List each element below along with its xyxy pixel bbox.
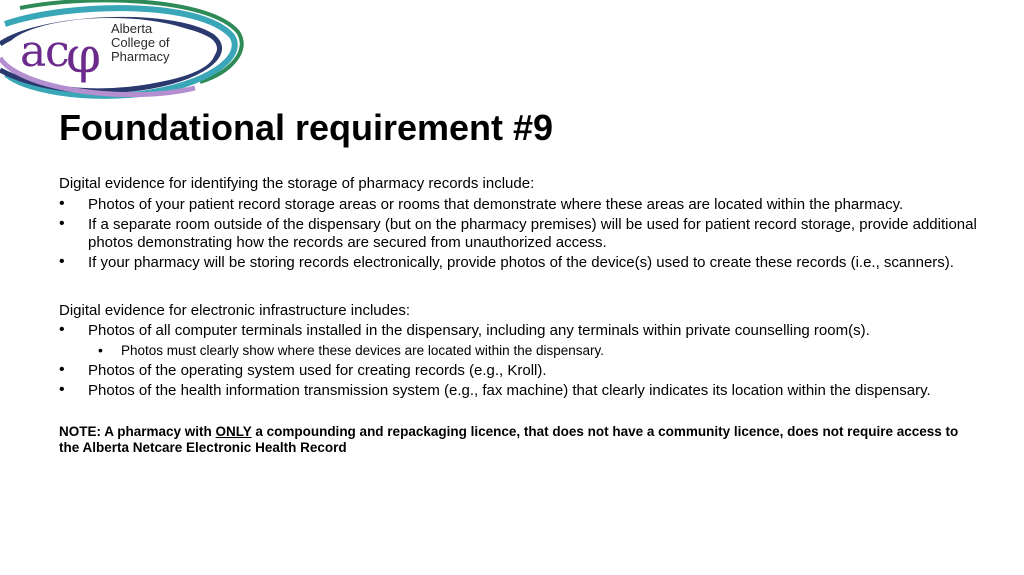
slide-title: Foundational requirement #9 bbox=[59, 107, 554, 148]
note-emphasis: ONLY bbox=[215, 423, 252, 439]
logo-wordmark bbox=[111, 22, 170, 64]
section1-intro: Digital evidence for identifying the storage of pharmacy records include: bbox=[59, 175, 535, 192]
svg-text:c: c bbox=[45, 26, 70, 77]
logo-line-3: Pharmacy bbox=[111, 49, 170, 64]
licence-note bbox=[59, 424, 979, 457]
sub-list bbox=[88, 343, 979, 359]
sub-list-item: • Photos must clearly show where these devices are located within the dispensary. bbox=[88, 343, 979, 359]
logo-line-2: College of bbox=[111, 35, 170, 50]
list-item: • If your pharmacy will be storing records electronically, provide photos of the device(s) used to create these records (i.e., scanners). bbox=[59, 254, 979, 272]
section1-list bbox=[59, 196, 979, 272]
slide-body bbox=[59, 175, 979, 457]
svg-text:φ: φ bbox=[66, 26, 102, 84]
list-item-text: Photos of all computer terminals installed in the dispensary, including any terminals within private counselling room(s). bbox=[88, 322, 870, 339]
note-suffix: a compounding and repackaging licence, that does not have a community licence, does not require access to the Alberta Netcare Electronic Health Record bbox=[59, 423, 959, 455]
list-item bbox=[59, 322, 979, 359]
note-prefix: NOTE: A pharmacy with bbox=[59, 423, 216, 439]
list-item: • Photos of the operating system used for creating records (e.g., Kroll). bbox=[59, 362, 979, 380]
list-item: • If a separate room outside of the dispensary (but on the pharmacy premises) will be used for patient record storage, provide additional photos demonstrating how the records are secured from unauthorized access. bbox=[59, 216, 979, 251]
logo-line-1: Alberta bbox=[111, 21, 153, 36]
section2-intro: Digital evidence for electronic infrastructure includes: bbox=[59, 301, 410, 319]
list-item: • Photos of the health information transmission system (e.g., fax machine) that clearly indicates its location within the dispensary. bbox=[59, 382, 979, 400]
section-gap bbox=[59, 275, 979, 302]
list-item: • Photos of your patient record storage areas or rooms that demonstrate where these areas are located within the pharmacy. bbox=[59, 196, 979, 214]
svg-text:a: a bbox=[20, 26, 47, 77]
section2-list bbox=[59, 322, 979, 400]
acp-logo bbox=[0, 0, 250, 105]
